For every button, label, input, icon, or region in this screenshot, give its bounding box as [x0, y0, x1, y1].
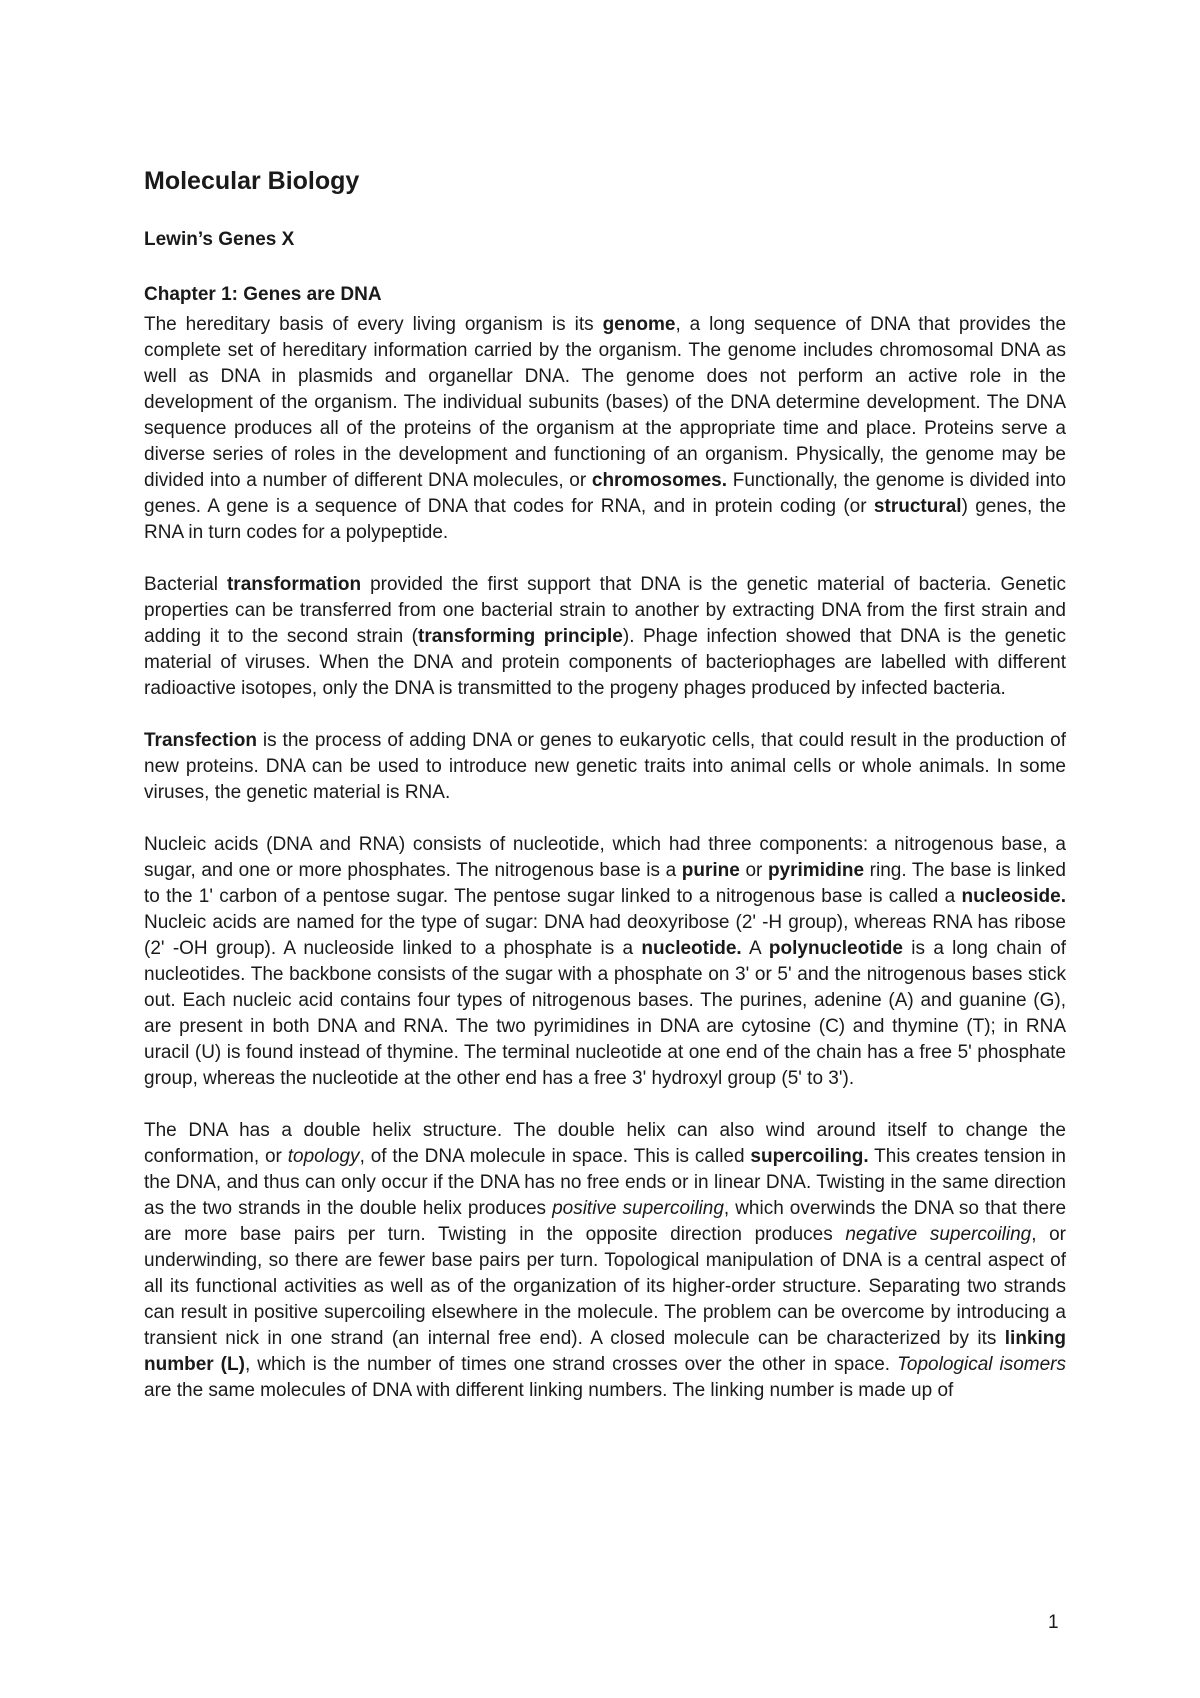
bold-term: purine [681, 860, 740, 882]
text-run: ). Phage infection showed that DNA is the genetic material of viruses. When the DNA and protein components of bacteriophages are labelled with different radioactive isotopes, only the DNA is transmitted to the progeny phages produced by infected bacteria. [144, 626, 1066, 700]
text-run: Nucleic acids are named for the type of sugar: DNA had deoxyribose (2' -H group), whereas RNA has ribose (2' -OH group). A nucleoside linked to a phosphate is a [144, 912, 1066, 960]
text-run: is a long chain of nucleotides. The backbone consists of the sugar with a phosphate on 3' or 5' and the nitrogenous bases stick out. Each nucleic acid contains four types of nitrogenous bases. The purines, adenine (A) and guanine (G), are present in both DNA and RNA. The two pyrimidines in DNA are cytosine (C) and thymine (T); in RNA uracil (U) is found instead of thymine. The terminal nucleotide at one end of the chain has a free 5' phosphate group, whereas the nucleotide at the other end has a free 3' hydroxyl group (5' to 3'). [144, 938, 1066, 1090]
italic-term: negative supercoiling [845, 1224, 1032, 1246]
document-title: Molecular Biology [144, 167, 360, 195]
italic-term: Topological isomers [897, 1354, 1067, 1376]
text-run: , which is the number of times one strand crosses over the other in space. [244, 1354, 898, 1376]
text-run: The DNA has a double helix structure. The double helix can also wind around itself to change the conformation, or [144, 1120, 1066, 1168]
bold-term: nucleotide. [641, 938, 742, 960]
text-run: , of the DNA molecule in space. This is called [359, 1146, 751, 1168]
text-run: Nucleic acids (DNA and RNA) consists of nucleotide, which had three components: a nitrogenous base, a sugar, and one or more phosphates. The nitrogenous base is a [144, 834, 1066, 882]
paragraph-nucleic-acids [144, 832, 1066, 1092]
bold-term: nucleoside. [961, 886, 1066, 908]
page-number: 1 [1048, 1612, 1059, 1633]
paragraph-supercoiling [144, 1118, 1066, 1404]
bold-term: genome [602, 314, 676, 336]
bold-term: Transfection [144, 730, 257, 752]
bold-term: transformation [226, 574, 362, 596]
text-run: Functionally, the genome is divided into genes. A gene is a sequence of DNA that codes for RNA, and in protein coding (or [144, 470, 1066, 518]
italic-term: topology [287, 1146, 360, 1168]
text-run: provided the first support that DNA is the genetic material of bacteria. Genetic properties can be transferred from one bacterial strain to another by extracting DNA from the first strain and adding it to the second strain ( [144, 574, 1066, 648]
text-run: This creates tension in the DNA, and thus can only occur if the DNA has no free ends or in linear DNA. Twisting in the same direction as the two strands in the double helix produces [144, 1146, 1066, 1220]
text-run: , which overwinds the DNA so that there are more base pairs per turn. Twisting in the opposite direction produces [144, 1198, 1067, 1246]
bold-term: linking number (L) [144, 1328, 1066, 1376]
bold-term: supercoiling. [750, 1146, 869, 1168]
italic-term: positive supercoiling [552, 1198, 724, 1220]
text-run: , a long sequence of DNA that provides the complete set of hereditary information carried by the organism. The genome includes chromosomal DNA as well as DNA in plasmids and organellar DNA. The genome does not perform an active role in the development of the organism. The individual subunits (bases) of the DNA determine development. The DNA sequence produces all of the proteins of the organism at the appropriate time and place. Proteins serve a diverse series of roles in the development and functioning of an organism. Physically, the genome may be divided into a number of different DNA molecules, or [144, 314, 1067, 492]
bold-term: transforming principle [418, 626, 623, 648]
document-page [144, 168, 1066, 1430]
bold-term: pyrimidine [767, 860, 865, 882]
paragraph-genome [144, 312, 1066, 546]
text-run: ) genes, the RNA in turn codes for a polypeptide. [144, 496, 1067, 544]
text-run: A [741, 938, 769, 960]
chapter-heading: Chapter 1: Genes are DNA [144, 284, 382, 306]
text-run: ring. The base is linked to the 1' carbon of a pentose sugar. The pentose sugar linked to a nitrogenous base is called a [144, 860, 1067, 908]
bold-term: polynucleotide [768, 938, 903, 960]
text-run: Bacterial [144, 574, 227, 596]
text-run: The hereditary basis of every living organism is its [144, 314, 603, 336]
bold-term: chromosomes. [591, 470, 728, 492]
paragraph-transformation [144, 572, 1066, 702]
bold-term: structural [873, 496, 962, 518]
text-run: is the process of adding DNA or genes to eukaryotic cells, that could result in the production of new proteins. DNA can be used to introduce new genetic traits into animal cells or whole animals. In some viruses, the genetic material is RNA. [144, 730, 1066, 804]
text-run: or [739, 860, 768, 882]
text-run: , or underwinding, so there are fewer base pairs per turn. Topological manipulation of DNA is a central aspect of all its functional activities as well as of the organization of its higher-order structure. Separating two strands can result in positive supercoiling elsewhere in the molecule. The problem can be overcome by introducing a transient nick in one strand (an internal free end). A closed molecule can be characterized by its [144, 1224, 1067, 1350]
text-run: are the same molecules of DNA with different linking numbers. The linking number is made up of [144, 1380, 954, 1402]
paragraph-transfection [144, 728, 1066, 806]
book-subtitle: Lewin’s Genes X [144, 228, 295, 250]
